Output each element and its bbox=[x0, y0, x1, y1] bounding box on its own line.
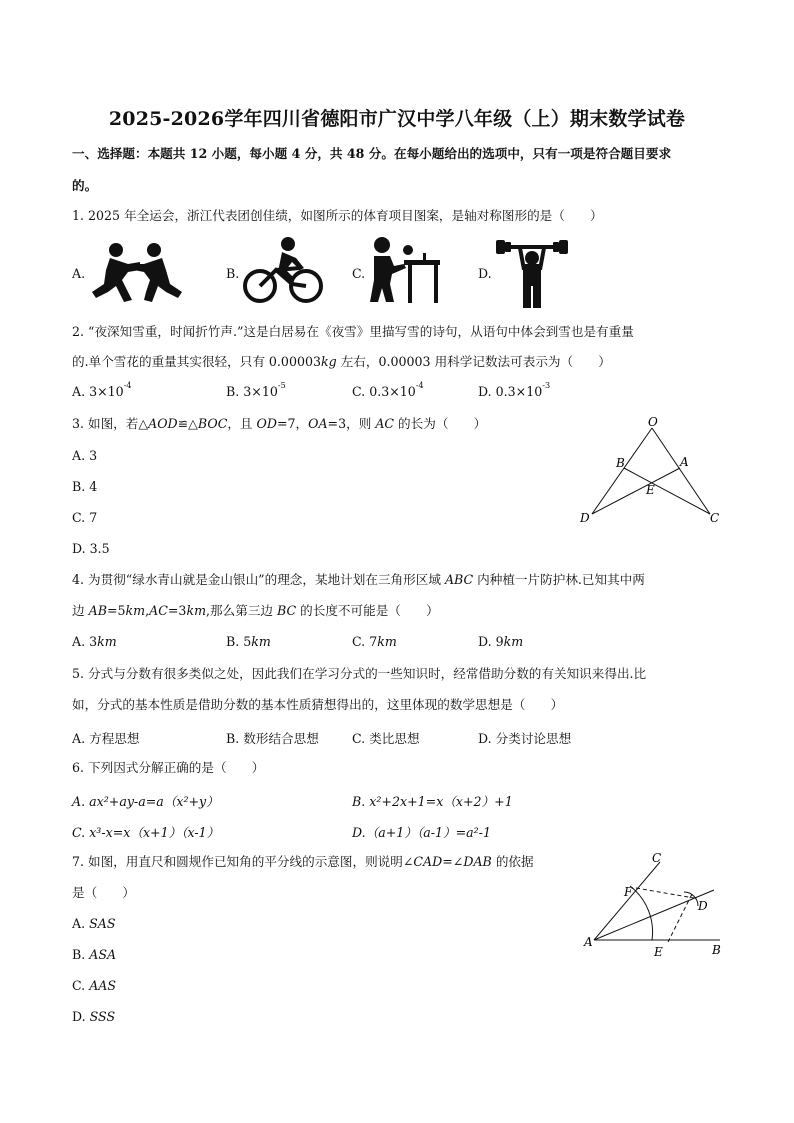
q4-option-c: C. 7km bbox=[352, 634, 397, 649]
table-tennis-icon bbox=[368, 236, 442, 306]
q7-label-d: D bbox=[698, 899, 708, 913]
q2-stem-line2: 的.单个雪花的重量其实很轻，只有 0.00003kg 左右，0.00003 用科学记数法可表示为（ ） bbox=[72, 354, 611, 369]
q6-stem: 6. 下列因式分解正确的是（ ） bbox=[72, 760, 265, 775]
q1-option-c-label: C. bbox=[352, 266, 366, 281]
q1-option-b-label: B. bbox=[226, 266, 240, 281]
q3-label-e: E bbox=[646, 483, 655, 497]
q4-option-d: D. 9km bbox=[478, 634, 524, 649]
q4-stem-line2: 边 AB=5km,AC=3km,那么第三边 BC 的长度不可能是（ ） bbox=[72, 603, 439, 618]
weightlifting-icon bbox=[494, 236, 570, 310]
q6-option-d: D.（a+1）（a-1）=a²-1 bbox=[352, 825, 491, 840]
q6-option-b: B. x²+2x+1=x（x+2）+1 bbox=[352, 794, 513, 809]
q2-stem-line1: 2. “夜深知雪重，时闻折竹声.”这是白居易在《夜雪》里描写雪的诗句，从语句中体会到雪也是有重量 bbox=[72, 324, 634, 339]
q7-label-b: B bbox=[712, 943, 721, 957]
q5-stem-line1: 5. 分式与分数有很多类似之处，因此我们在学习分式的一些知识时，经常借助分数的有关知识来得出.比 bbox=[72, 666, 647, 681]
q6-option-a: A. ax²+ay-a=a（x²+y） bbox=[72, 794, 219, 809]
page-title: 2025-2026学年四川省德阳市广汉中学八年级（上）期末数学试卷 bbox=[108, 108, 686, 130]
q3-option-c: C. 7 bbox=[72, 510, 98, 525]
q5-option-a: A. 方程思想 bbox=[72, 731, 140, 746]
wrestling-icon bbox=[88, 240, 184, 304]
q5-stem-line2: 如，分式的基本性质是借助分数的基本性质猜想得出的，这里体现的数学思想是（ ） bbox=[72, 697, 564, 712]
q3-label-b: B bbox=[616, 456, 625, 470]
q2-option-b: B. $3\times 10^{-5}$ bbox=[226, 381, 286, 399]
q3-stem: 3. 如图，若△AOD≌△BOC，且 OD=7，OA=3，则 AC 的长为（ ） bbox=[72, 416, 487, 431]
q7-label-e: E bbox=[654, 945, 663, 959]
cycling-icon bbox=[242, 236, 324, 306]
q3-label-a: A bbox=[680, 455, 689, 469]
q4-option-b: B. 5km bbox=[226, 634, 271, 649]
q7-label-a: A bbox=[584, 935, 593, 949]
section-header-line2: 的。 bbox=[72, 178, 98, 193]
section-header-line1: 一、选择题：本题共 12 小题，每小题 4 分，共 48 分。在每小题给出的选项中，只有一项是符合题目要求 bbox=[72, 146, 672, 161]
q7-option-a: A. SAS bbox=[72, 916, 116, 931]
q4-stem-line1: 4. 为贯彻“绿水青山就是金山银山”的理念，某地计划在三角形区域 ABC 内种植一片防护林.已知其中两 bbox=[72, 572, 645, 587]
q7-label-c: C bbox=[652, 851, 662, 865]
q5-option-b: B. 数形结合思想 bbox=[226, 731, 319, 746]
q7-option-c: C. AAS bbox=[72, 978, 117, 993]
q7-stem-line1: 7. 如图，用直尺和圆规作已知角的平分线的示意图，则说明∠CAD=∠DAB 的依据 bbox=[72, 854, 534, 869]
q5-option-d: D. 分类讨论思想 bbox=[478, 731, 572, 746]
q7-label-f: F bbox=[624, 885, 633, 899]
q1-option-a-label: A. bbox=[72, 266, 86, 281]
q3-label-d: D bbox=[580, 511, 590, 525]
q4-option-a: A. 3km bbox=[72, 634, 117, 649]
q2-option-a: A. $3\times 10^{-4}$ bbox=[72, 381, 132, 399]
q7-angle-bisector-figure bbox=[580, 848, 730, 963]
q1-stem: 1. 2025 年全运会，浙江代表团创佳绩，如图所示的体育项目图案，是轴对称图形的是（ ） bbox=[72, 208, 603, 223]
q1-option-d-label: D. bbox=[478, 266, 492, 281]
q3-label-o: O bbox=[648, 415, 658, 429]
q3-triangle-figure bbox=[576, 414, 726, 529]
q7-option-d: D. SSS bbox=[72, 1009, 116, 1024]
q3-label-c: C bbox=[710, 511, 720, 525]
q3-option-a: A. 3 bbox=[72, 448, 98, 463]
q6-option-c: C. x³-x=x（x+1）（x-1） bbox=[72, 825, 220, 840]
q2-option-d: D. $0.3\times 10^{-3}$ bbox=[478, 381, 551, 399]
q7-option-b: B. ASA bbox=[72, 947, 117, 962]
q2-option-c: C. $0.3\times 10^{-4}$ bbox=[352, 381, 424, 399]
q3-option-b: B. 4 bbox=[72, 479, 98, 494]
q5-option-c: C. 类比思想 bbox=[352, 731, 420, 746]
q3-option-d: D. 3.5 bbox=[72, 541, 110, 556]
q7-stem-line2: 是（ ） bbox=[72, 885, 135, 900]
